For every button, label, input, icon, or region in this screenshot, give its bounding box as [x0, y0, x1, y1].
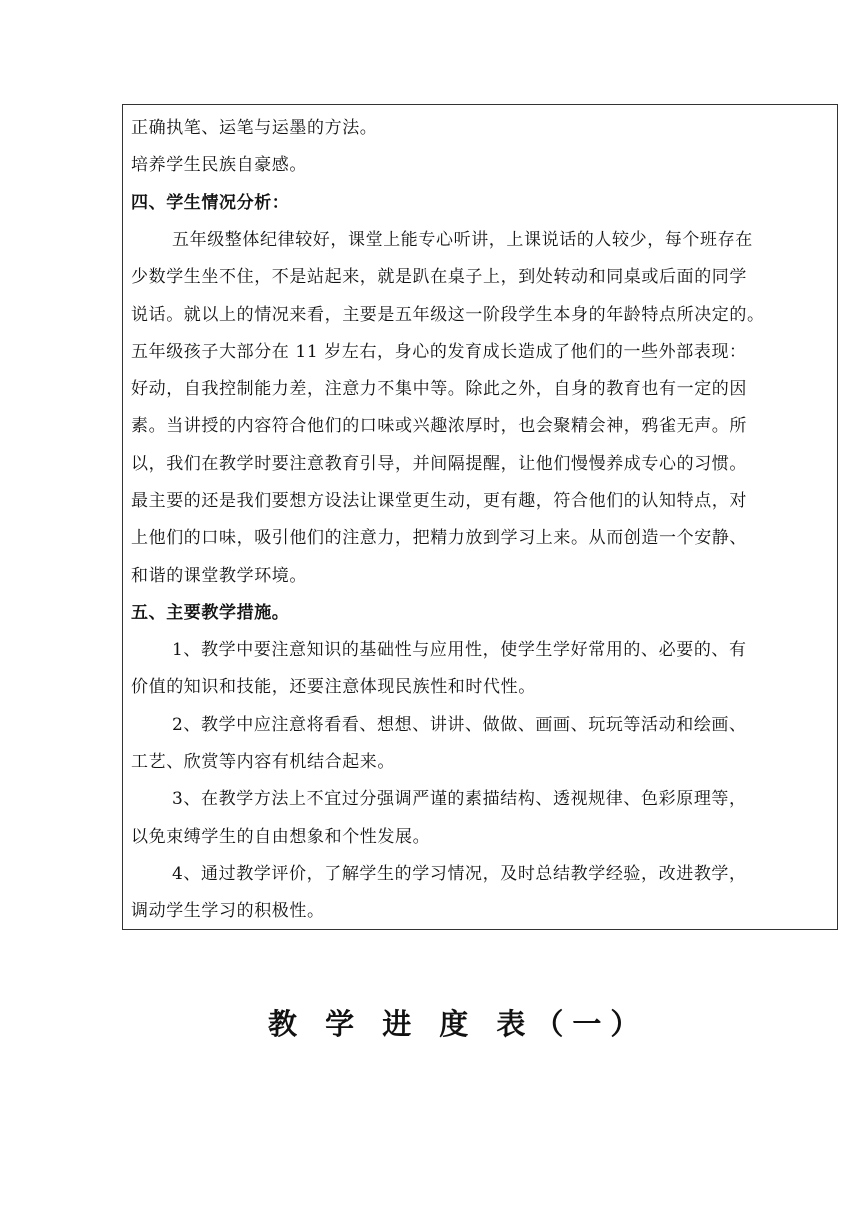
section-heading-student-analysis: 四、学生情况分析： [131, 193, 290, 213]
analysis-line-8: 最主要的还是我们要想方设法让课堂更生动，更有趣，符合他们的认知特点，对 [131, 491, 747, 511]
analysis-line-5: 好动，自我控制能力差，注意力不集中等。除此之外，自身的教育也有一定的因 [131, 379, 747, 399]
analysis-line-2: 少数学生坐不住，不是站起来，就是趴在桌子上，到处转动和同桌或后面的同学 [131, 267, 747, 287]
analysis-line-3: 说话。就以上的情况来看，主要是五年级这一阶段学生本身的年龄特点所决定的。 [131, 305, 765, 325]
measure-4-line-2: 调动学生学习的积极性。 [131, 901, 325, 921]
schedule-title: 教 学 进 度 表（一） [268, 1007, 649, 1041]
analysis-line-1: 五年级整体纪律较好，课堂上能专心听讲，上课说话的人较少，每个班存在 [172, 230, 753, 250]
analysis-line-10: 和谐的课堂教学环境。 [131, 566, 307, 586]
text-line-pride: 培养学生民族自豪感。 [131, 155, 307, 175]
analysis-line-4: 五年级孩子大部分在 11 岁左右，身心的发育成长造成了他们的一些外部表现： [131, 342, 747, 362]
analysis-line-9: 上他们的口味，吸引他们的注意力，把精力放到学习上来。从而创造一个安静、 [131, 528, 747, 548]
text-line-method: 正确执笔、运笔与运墨的方法。 [131, 118, 378, 138]
analysis-line-7: 以，我们在教学时要注意教育引导，并间隔提醒，让他们慢慢养成专心的习惯。 [131, 454, 747, 474]
measure-1-line-1: 1、教学中要注意知识的基础性与应用性，使学生学好常用的、必要的、有 [172, 640, 747, 660]
measure-3-line-2: 以免束缚学生的自由想象和个性发展。 [131, 827, 431, 847]
measure-3-line-1: 3、在教学方法上不宜过分强调严谨的素描结构、透视规律、色彩原理等， [172, 789, 747, 809]
analysis-line-6: 素。当讲授的内容符合他们的口味或兴趣浓厚时，也会聚精会神，鸦雀无声。所 [131, 416, 747, 436]
measure-2-line-2: 工艺、欣赏等内容有机结合起来。 [131, 752, 395, 772]
section-heading-teaching-measures: 五、主要教学措施。 [131, 603, 290, 623]
measure-2-line-1: 2、教学中应注意将看看、想想、讲讲、做做、画画、玩玩等活动和绘画、 [172, 715, 747, 735]
measure-4-line-1: 4、通过教学评价，了解学生的学习情况，及时总结教学经验，改进教学， [172, 864, 747, 884]
measure-1-line-2: 价值的知识和技能，还要注意体现民族性和时代性。 [131, 677, 536, 697]
